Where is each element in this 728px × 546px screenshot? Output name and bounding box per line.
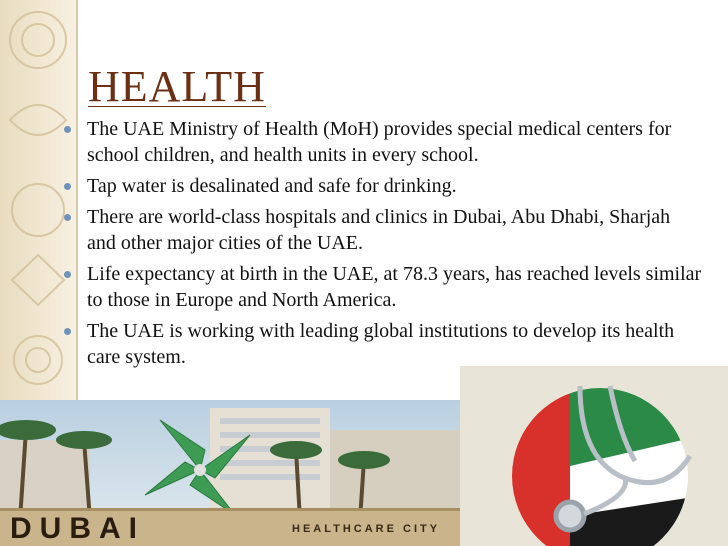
sign-sub-text: HEALTHCARE CITY [292, 523, 441, 535]
uae-flag-stethoscope-photo [460, 366, 728, 546]
bullet-text: Life expectancy at birth in the UAE, at 78.3 years, has reached levels similar to those in Europe and North America. [87, 263, 702, 311]
bullet-dot-icon [64, 328, 71, 335]
bullet-dot-icon [64, 271, 71, 278]
bullet-item [62, 116, 702, 168]
bullet-text: The UAE is working with leading global institutions to develop its health care system. [87, 320, 675, 368]
bullet-item [62, 173, 702, 199]
bullet-text: Tap water is desalinated and safe for drinking. [87, 175, 457, 197]
bullet-item [62, 318, 702, 370]
sign-main-text: DUBAI [10, 512, 145, 545]
bullet-text: The UAE Ministry of Health (MoH) provides special medical centers for school children, and health units in every school. [87, 118, 672, 166]
bullet-item [62, 261, 702, 313]
bullet-item [62, 204, 702, 256]
dubai-healthcare-city-photo [0, 400, 472, 546]
slide-title: HEALTH [88, 62, 266, 112]
bullet-dot-icon [64, 214, 71, 221]
bullet-dot-icon [64, 126, 71, 133]
bullet-text: There are world-class hospitals and clinics in Dubai, Abu Dhabi, Sharjah and other major cities of the UAE. [87, 206, 671, 254]
bullet-dot-icon [64, 183, 71, 190]
bullet-list [62, 116, 702, 375]
